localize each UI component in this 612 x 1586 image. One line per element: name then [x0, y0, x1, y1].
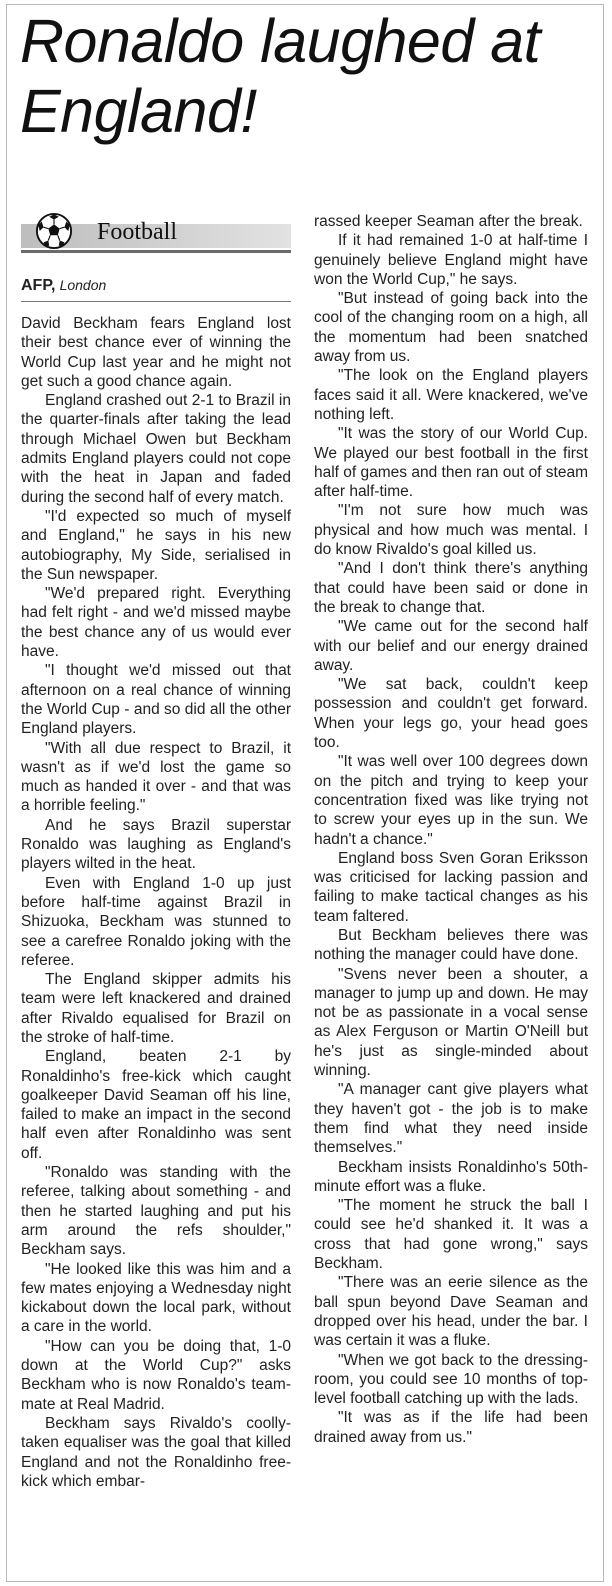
article-paragraph: David Beckham fears England lost their best chance ever of winning the World Cup last year and he might not get such a good chance again.: [21, 315, 291, 390]
article-paragraph: "Svens never been a shouter, a manager to jump up and down. He may not be as passionate in a vocal sense as Alex Ferguson or Martin O'Neill but he's just as single-minded about winning.: [314, 965, 588, 1080]
article-paragraph: "It was as if the life had been drained away from us.": [314, 1409, 588, 1446]
right-column: [314, 212, 588, 1447]
byline-rule: [21, 301, 291, 302]
article-paragraph: "I'd expected so much of myself and England," he says in his new autobiography, My Side, serialised in the Sun newspaper.: [21, 507, 291, 583]
football-icon: [35, 212, 73, 250]
byline: [21, 276, 291, 295]
article-paragraph: "I'm not sure how much was physical and how much was mental. I do know Rivaldo's goal killed us.: [314, 502, 588, 559]
article-paragraph: If it had remained 1-0 at half-time I genuinely believe England might have won the World Cup," he says.: [314, 232, 588, 288]
article-paragraph: "How can you be doing that, 1-0 down at the World Cup?" asks Beckham who is now Ronaldo's team-mate at Real Madrid.: [21, 1337, 291, 1413]
article-paragraph: Beckham says Rivaldo's coolly-taken equaliser was the goal that killed England and not the Ronaldinho free-kick which embar-: [21, 1414, 291, 1490]
article-paragraph: "A manager cant give players what they haven't got - the job is to make them find what they need inside themselves.": [314, 1081, 588, 1157]
left-column: [21, 212, 291, 1491]
byline-agency: AFP,: [21, 277, 56, 294]
article-paragraph: "We sat back, couldn't keep possession and couldn't get forward. When your legs go, your head goes too.: [314, 676, 588, 752]
section-rule: [21, 250, 291, 253]
article-paragraph: "With all due respect to Brazil, it wasn't as if we'd lost the game so much as handed it over - and that was a horrible feeling.": [21, 739, 291, 815]
article-paragraph: "We came out for the second half with our belief and our energy drained away.: [314, 618, 588, 674]
article-paragraph: "The moment he struck the ball I could see he'd shanked it. It was a cross that had gone wrong," says Beckham.: [314, 1197, 588, 1273]
article-paragraph: "It was well over 100 degrees down on the pitch and trying to keep your concentration fixed was like trying not to screw your eyes up in the sun. We hadn't a chance.": [314, 753, 588, 848]
article-paragraph: "He looked like this was him and a few mates enjoying a Wednesday night kickabout down the local park, without a care in the world.: [21, 1260, 291, 1336]
article-paragraph: England, beaten 2-1 by Ronaldinho's free-kick which caught goalkeeper David Seaman off his line, failed to make an impact in the second half even after Ronaldinho was sent off.: [21, 1048, 291, 1162]
article-paragraph: "When we got back to the dressing-room, you could see 10 months of top-level football catching up with the lads.: [314, 1351, 588, 1408]
article-paragraph: rassed keeper Seaman after the break.: [314, 213, 583, 230]
article-paragraph: Even with England 1-0 up just before half-time against Brazil in Shizuoka, Beckham was stunned to see a carefree Ronaldo joking with the referee.: [21, 874, 291, 969]
article-paragraph: "There was an eerie silence as the ball spun beyond Dave Seaman and dropped over his head, under the bar. I was certain it was a fluke.: [314, 1274, 588, 1350]
byline-location: London: [59, 277, 107, 293]
article-paragraph: "We'd prepared right. Everything had felt right - and we'd missed maybe the best chance any of us would ever have.: [21, 585, 291, 661]
headline: Ronaldo laughed at England!: [20, 7, 541, 145]
article-paragraph: "I thought we'd missed out that afternoon on a real chance of winning the World Cup - and so did all the other England players.: [21, 662, 291, 738]
article-paragraph: England boss Sven Goran Eriksson was criticised for lacking passion and failing to make tactical changes as his team faltered.: [314, 849, 588, 925]
article-paragraph: And he says Brazil superstar Ronaldo was laughing as England's players wilted in the heat.: [21, 816, 291, 873]
article-paragraph: "Ronaldo was standing with the referee, talking about something - and then he started laughing and put his arm around the refs shoulder," Beckham says.: [21, 1164, 291, 1259]
article-paragraph: "The look on the England players faces said it all. Were knackered, we've nothing left.: [314, 367, 588, 423]
article-paragraph: But Beckham believes there was nothing the manager could have done.: [314, 926, 588, 964]
article-paragraph: "And I don't think there's anything that could have been said or done in the break to change that.: [314, 560, 588, 616]
article-paragraph: "But instead of going back into the cool of the changing room on a high, all the momentum had been snatched away from us.: [314, 290, 588, 366]
article-paragraph: Beckham insists Ronaldinho's 50th-minute effort was a fluke.: [314, 1158, 588, 1195]
article-paragraph: "It was the story of our World Cup. We played our best football in the first half of games and then ran out of steam after half-time.: [314, 425, 589, 501]
article-paragraph: The England skipper admits his team were left knackered and drained after Rivaldo equalised for Brazil on the stroke of half-time.: [21, 971, 291, 1046]
article-paragraph: England crashed out 2-1 to Brazil in the quarter-finals after taking the lead through Michael Owen but Beckham admits England players could not cope with the heat in Japan and faded during the second half of every match.: [21, 392, 291, 506]
section-tag: [21, 212, 291, 256]
section-label: Football: [97, 219, 178, 245]
